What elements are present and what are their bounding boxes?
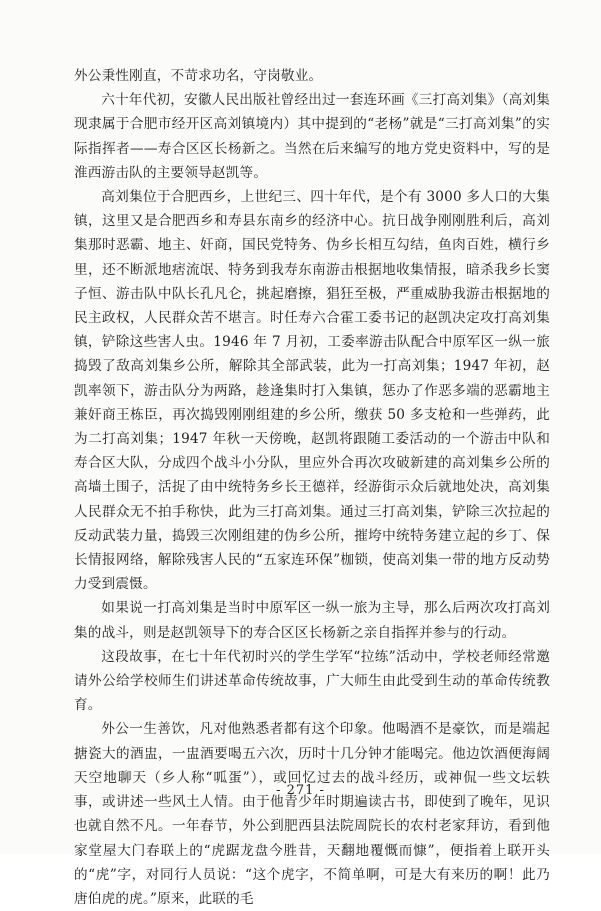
paragraph-4: 如果说一打高刘集是当时中原军区一纵一旅为主导，那么后两次攻打高刘集的战斗，则是赵凯领导下的寿合区区长杨新之亲自指挥并参与的行动。 (74, 600, 550, 641)
paragraph-6: 外公一生善饮，凡对他熟悉者都有这个印象。他喝酒不是豪饮，而是端起搪瓷大的酒盅，一盅酒要喝五六次，历时十几分钟才能喝完。他边饮酒便海阔天空地聊天（乡人称“呱蛋”），或回忆过去的战斗经历，或神侃一些文坛轶事，或讲述一些风土人情。由于他青少年时期遍读古书，即使到了晚年，见识也就自然不凡。一年春节，外公到肥西县法院周院长的农村老家拜访，看到他家堂屋大门春联上的“虎踞龙盘今胜昔，天翻地覆慨而慷”，便指着上联开头的“虎”字，对同行人员说：“这个虎字，不简单啊，可是大有来历的啊！此乃唐伯虎的虎。”原来，此联的毛 (74, 721, 550, 907)
paragraph-2: 六十年代初，安徽人民出版社曾经出过一套连环画《三打高刘集》（高刘集现隶属于合肥市经开区高刘镇境内）其中提到的“老杨”就是“三打高刘集”的实际指挥者——寿合区区长杨新之。当然在后来编写的地方党史资料中，写的是淮西游击队的主要领导赵凯等。 (74, 92, 550, 181)
page-number: - 271 - (276, 783, 325, 798)
paragraph-3: 高刘集位于合肥西乡，上世纪三、四十年代，是个有 3000 多人口的大集镇，这里又是合肥西乡和寿县东南乡的经济中心。抗日战争刚刚胜利后，高刘集那时恶霸、地主、奸商，国民党特务、伪乡长相互勾结，鱼肉百姓，横行乡里，还不断派地痞流氓、特务到我寿东南游击根据地收集情报，暗杀我乡长窦子恒、游击队中队长孔凡仑，挑起磨擦，猖狂至极，严重威胁我游击根据地的民主政权，人民群众苦不堪言。时任寿六合霍工委书记的赵凯决定攻打高刘集镇，铲除这些害人虫。1946 年 7 月初，工委率游击队配合中原军区一纵一旅捣毁了敌高刘集乡公所，解除其全部武装，此为一打高刘集；1947 年初，赵凯率领下，游击队分为两路，趁逢集时打入集镇，惩办了作恶多端的恶霸地主兼奸商王栋臣，再次捣毁刚刚组建的乡公所，缴获 50 多支枪和一些弹药，此为二打高刘集；1947 年秋一天傍晚，赵凯将跟随工委活动的一个游击中队和寿合区大队，分成四个战斗小分队，里应外合再次攻破新建的高刘集乡公所的高墙土围子，活捉了由中统特务乡长王德祥，经游街示众后就地处决，高刘集人民群众无不拍手称快，此为三打高刘集。通过三打高刘集，铲除三次拉起的反动武装力量，捣毁三次刚组建的伪乡公所，摧垮中统特务建立起的乡丁、保长情报网络，解除残害人民的“五家连环保”枷锁，使高刘集一带的地方反动势力受到震慑。 (74, 189, 550, 593)
paragraph-1: 外公秉性刚直，不苛求功名，守岗敬业。 (74, 68, 323, 84)
paragraph-5: 这段故事，在七十年代初时兴的学生学军“拉练”活动中，学校老师经常邀请外公给学校师生们讲述革命传统故事，广大师生由此受到生动的革命传统教育。 (74, 648, 550, 714)
